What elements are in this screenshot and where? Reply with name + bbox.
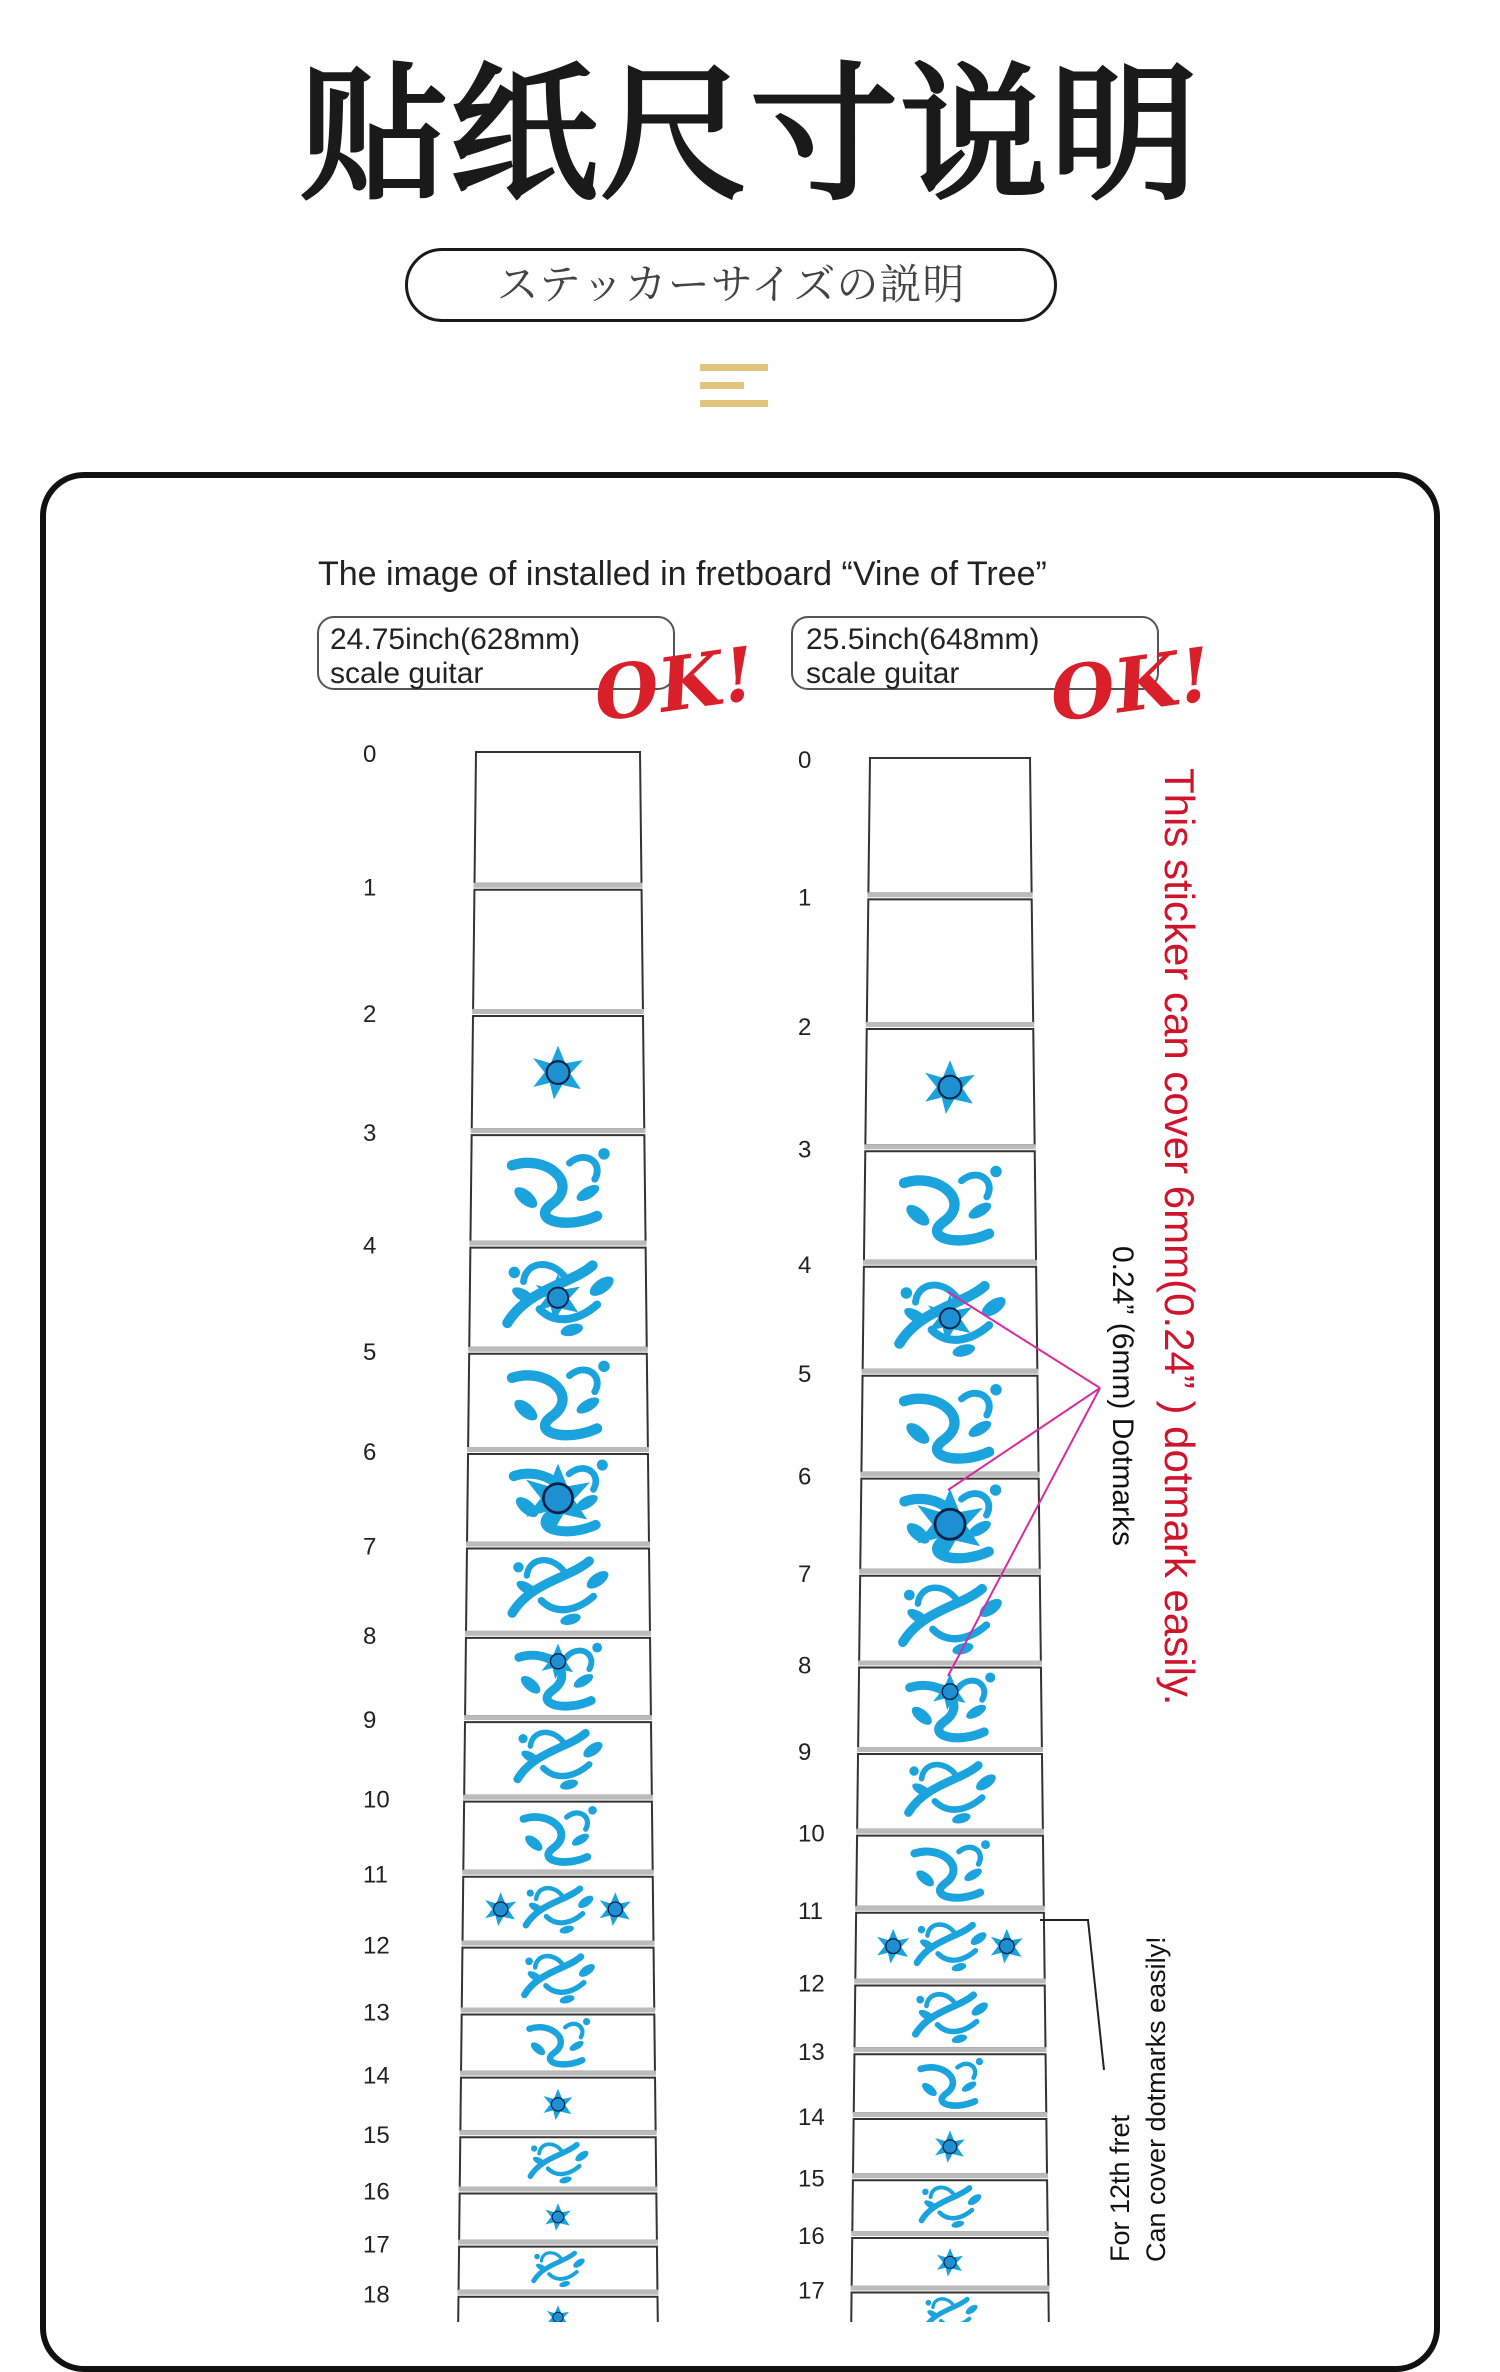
left-fret-wire: [463, 1795, 653, 1800]
left-fret-wire: [458, 2240, 658, 2245]
right-fret-cell: [855, 1913, 1044, 1980]
fret12-note-line1: For 12th fret: [1105, 2114, 1135, 2262]
right-fret-number: 10: [798, 1820, 825, 1848]
fret12-note-line2: Can cover dotmarks easily!: [1141, 1936, 1171, 2262]
right-fret-number: 6: [798, 1463, 812, 1491]
left-fret-number: 18: [363, 2281, 390, 2309]
page-title: 贴纸尺寸说明: [300, 49, 1200, 221]
left-fret-number: 16: [363, 2178, 390, 2206]
right-fret-wire: [867, 892, 1032, 897]
left-fret-number: 17: [363, 2231, 390, 2259]
right-fret-cell: [855, 1986, 1046, 2049]
left-fret-number: 10: [363, 1786, 390, 1814]
left-fret-wire: [474, 883, 643, 888]
right-fret-wire: [854, 1979, 1045, 1984]
left-fret-number: 13: [363, 1999, 390, 2027]
left-fret-number: 14: [363, 2062, 390, 2090]
left-fret-wire: [464, 1715, 652, 1720]
left-fret-wire: [459, 2130, 656, 2135]
left-fret-wire: [468, 1347, 648, 1352]
right-fret-number: 16: [798, 2223, 825, 2251]
right-fret-number: 4: [798, 1251, 812, 1279]
left-fret-cell: [464, 1722, 652, 1796]
right-fret-cell: [868, 758, 1031, 893]
subtitle-pill: ステッカーサイズの説明: [405, 248, 1057, 322]
right-fret-number: 7: [798, 1560, 812, 1588]
right-fret-wire: [859, 1569, 1040, 1574]
right-fret-cell: [867, 899, 1033, 1023]
right-fret-number: 1: [798, 884, 812, 912]
right-fret-wire: [857, 1747, 1043, 1752]
right-fret-number: 11: [798, 1897, 823, 1925]
left-fret-number: 3: [363, 1120, 377, 1148]
right-fret-wire: [866, 1022, 1034, 1027]
right-fret-wire: [858, 1660, 1042, 1665]
diagram-caption: The image of installed in fretboard “Vine of Tree”: [318, 555, 1047, 593]
left-fret-number: 11: [363, 1861, 388, 1889]
left-fret-wire: [461, 2007, 655, 2012]
right-fret-number: 0: [798, 747, 812, 774]
left-fret-wire: [459, 2186, 658, 2191]
left-fret-wire: [471, 1128, 646, 1133]
right-fret-number: 14: [798, 2104, 825, 2132]
right-fret-wire: [860, 1472, 1039, 1477]
left-fret-wire: [467, 1447, 649, 1452]
left-ok-mark: OK!: [589, 631, 761, 739]
left-fret-wire: [465, 1631, 651, 1636]
right-scale-line2: scale guitar: [806, 657, 960, 690]
right-fret-wire: [864, 1144, 1035, 1149]
right-fret-number: 17: [798, 2277, 825, 2305]
left-fret-wire: [462, 1870, 653, 1875]
red-cover-note: This sticker can cover 6mm(0.24” ) dotmark easily.: [1156, 768, 1203, 1706]
right-fret-number: 2: [798, 1013, 812, 1041]
left-fret-wire: [460, 2071, 656, 2076]
left-fret-cell: [459, 2247, 658, 2291]
right-fret-number: 5: [798, 1360, 812, 1388]
left-fret-number: 7: [363, 1533, 377, 1561]
right-fret-wire: [853, 2112, 1048, 2117]
left-fret-wire: [462, 1941, 655, 1946]
left-fret-cell: [473, 890, 643, 1010]
left-fret-number: 2: [363, 1000, 377, 1028]
right-fretboard: [798, 747, 1050, 2322]
right-fret-cell: [857, 1754, 1043, 1830]
right-fret-cell: [852, 2180, 1047, 2232]
left-fret-number: 9: [363, 1707, 377, 1735]
left-fret-number: 8: [363, 1622, 377, 1650]
left-fret-cell: [466, 1549, 650, 1632]
right-ok-mark: OK!: [1045, 631, 1217, 740]
fret12-pointer-line: [1040, 1920, 1104, 2070]
left-fret-cell: [463, 1877, 654, 1942]
left-fret-number: 5: [363, 1338, 377, 1366]
left-fret-number: 0: [363, 741, 377, 768]
right-fret-wire: [852, 2173, 1048, 2178]
right-fret-number: 3: [798, 1136, 812, 1164]
left-fret-wire: [469, 1241, 646, 1246]
left-fret-wire: [466, 1542, 650, 1547]
right-fret-wire: [851, 2231, 1048, 2236]
right-fret-wire: [855, 1906, 1045, 1911]
right-fret-number: 9: [798, 1739, 812, 1767]
left-fret-number: 15: [363, 2122, 390, 2150]
left-fret-number: 1: [363, 874, 377, 902]
left-fret-wire: [458, 2290, 659, 2295]
right-fret-wire: [856, 1829, 1044, 1834]
right-fret-cell: [859, 1576, 1041, 1662]
dotmark-size-note: 0.24” (6mm) Dotmarks: [1106, 1246, 1139, 1547]
left-fret-cell: [462, 1948, 654, 2009]
left-fret-number: 12: [363, 1932, 390, 1960]
left-fret-wire: [472, 1009, 644, 1014]
right-fret-number: 13: [798, 2039, 825, 2067]
right-fret-number: 12: [798, 1970, 825, 1998]
left-scale-line1: 24.75inch(628mm): [330, 623, 581, 656]
right-fret-number: 8: [798, 1652, 812, 1680]
right-fret-wire: [854, 2047, 1047, 2052]
left-fret-number: 4: [363, 1232, 377, 1260]
right-fret-number: 15: [798, 2165, 825, 2193]
right-fret-wire: [863, 1260, 1037, 1265]
left-fret-cell: [475, 752, 642, 884]
left-fret-cell: [460, 2137, 657, 2187]
right-fret-wire: [862, 1369, 1039, 1374]
left-fretboard: [363, 741, 659, 2322]
left-fret-number: 6: [363, 1438, 377, 1466]
right-scale-line1: 25.5inch(648mm): [806, 623, 1040, 656]
left-scale-line2: scale guitar: [330, 657, 484, 690]
right-fret-wire: [851, 2286, 1050, 2291]
